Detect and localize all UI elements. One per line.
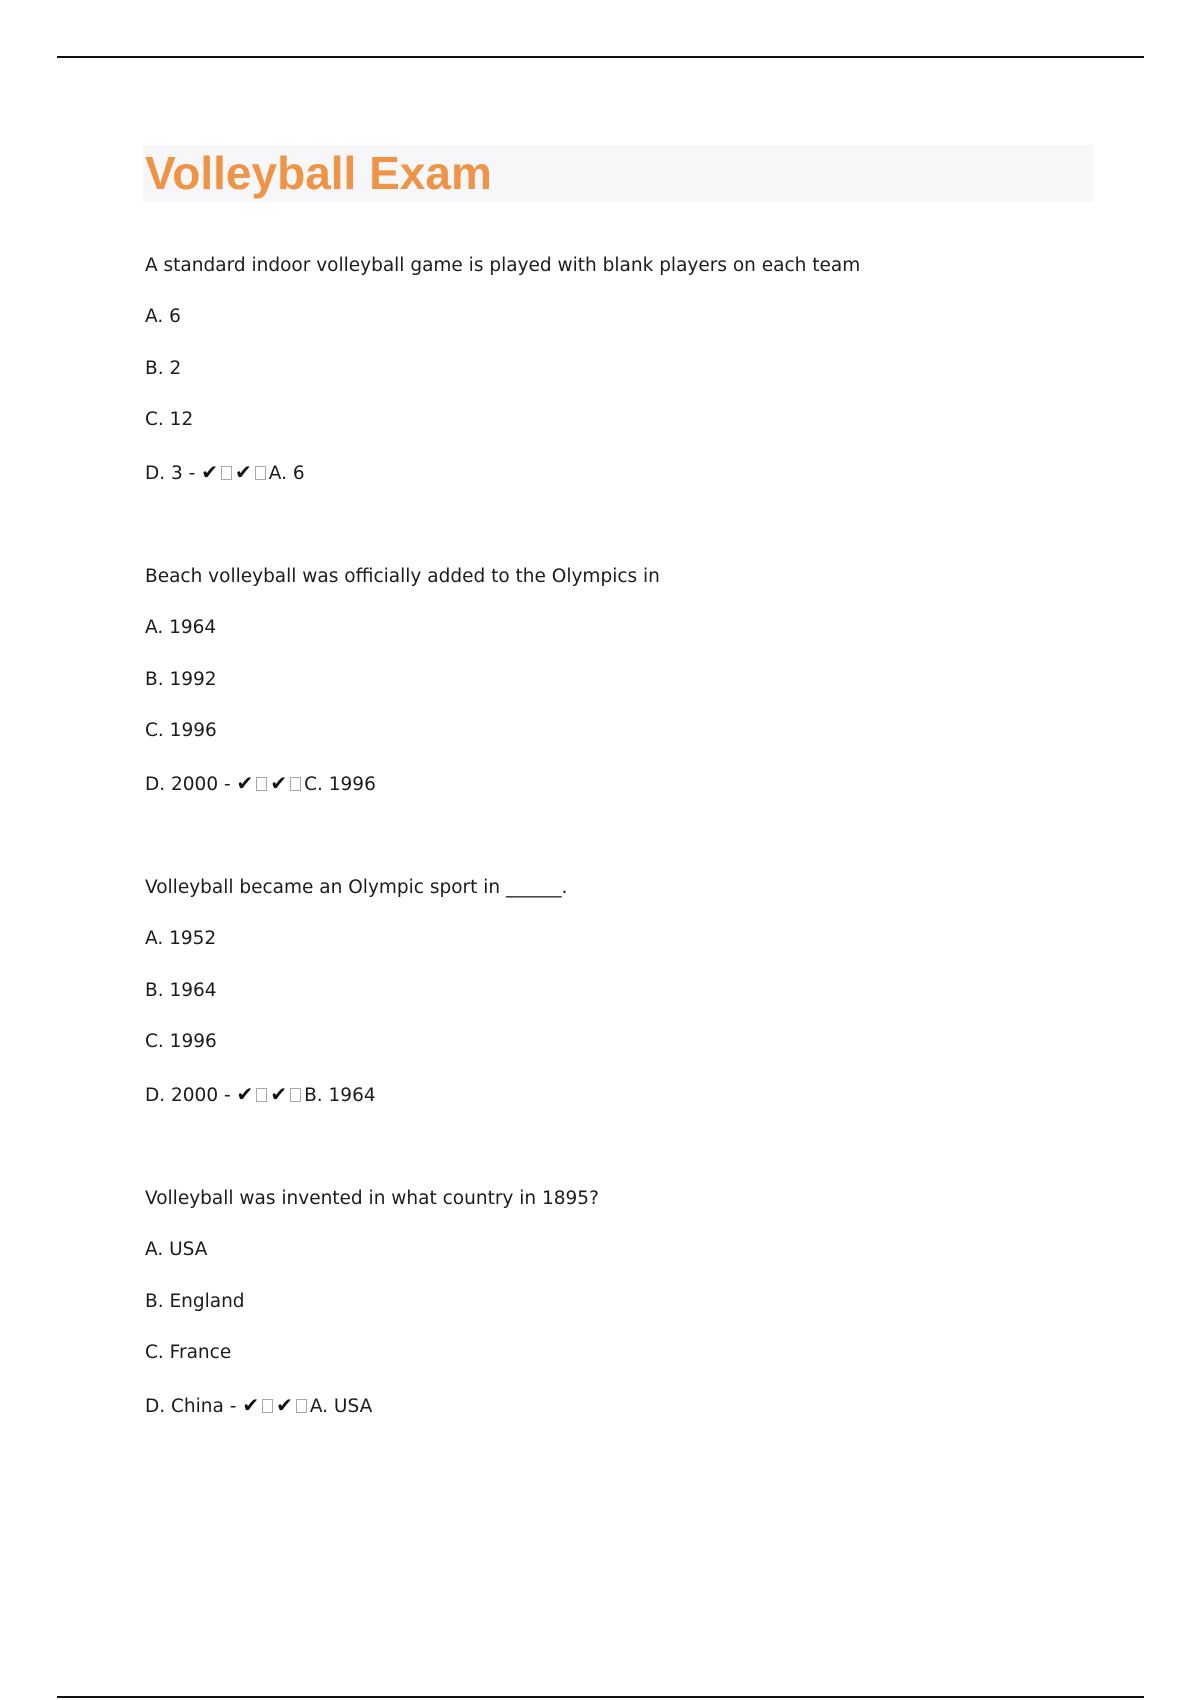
box-icon bbox=[256, 777, 267, 791]
option-d: D. 3 - bbox=[145, 462, 196, 484]
option-c: C. 12 bbox=[145, 409, 194, 430]
option-b: B. 1992 bbox=[145, 668, 217, 690]
answer-text: A. 6 bbox=[268, 462, 305, 484]
question-text: Volleyball was invented in what country in 1895? bbox=[145, 1188, 599, 1209]
option-b: B. 1964 bbox=[145, 979, 217, 1001]
box-icon bbox=[296, 1399, 307, 1413]
option-b: B. England bbox=[145, 1290, 245, 1312]
box-icon bbox=[290, 777, 301, 791]
check-icon: ✔ bbox=[236, 1081, 254, 1106]
option-c: C. France bbox=[145, 1342, 232, 1363]
check-icon: ✔ bbox=[270, 770, 288, 795]
check-icon: ✔ bbox=[276, 1392, 293, 1417]
option-d: D. 2000 - bbox=[145, 773, 231, 795]
option-d-with-answer bbox=[145, 1391, 1095, 1419]
check-icon: ✔ bbox=[201, 459, 218, 484]
option-d-with-answer bbox=[145, 769, 1095, 797]
box-icon bbox=[221, 466, 232, 480]
box-icon bbox=[255, 466, 266, 480]
question-list bbox=[145, 252, 1095, 1496]
option-a: A. 1952 bbox=[145, 928, 217, 949]
question-2 bbox=[145, 563, 1095, 874]
check-icon: ✔ bbox=[242, 1392, 260, 1417]
box-icon bbox=[262, 1399, 273, 1413]
option-d-with-answer bbox=[145, 1080, 1095, 1108]
option-a: A. USA bbox=[145, 1239, 208, 1260]
option-a: A. 1964 bbox=[145, 617, 217, 638]
box-icon bbox=[256, 1088, 267, 1102]
answer-text: A. USA bbox=[309, 1395, 373, 1417]
answer-text: B. 1964 bbox=[304, 1084, 376, 1106]
option-a: A. 6 bbox=[145, 306, 181, 327]
check-icon: ✔ bbox=[270, 1081, 288, 1106]
question-text: Volleyball became an Olympic sport in ______. bbox=[145, 877, 568, 898]
bottom-rule bbox=[57, 1696, 1144, 1698]
check-icon: ✔ bbox=[236, 770, 254, 795]
option-d: D. 2000 - bbox=[145, 1084, 231, 1106]
option-c: C. 1996 bbox=[145, 1031, 217, 1052]
box-icon bbox=[290, 1088, 301, 1102]
check-icon: ✔ bbox=[235, 459, 252, 484]
question-4 bbox=[145, 1185, 1095, 1496]
option-d-with-answer bbox=[145, 458, 1095, 486]
page-title: Volleyball Exam bbox=[145, 147, 492, 199]
option-b: B. 2 bbox=[145, 357, 182, 379]
option-d: D. China - bbox=[145, 1395, 237, 1417]
answer-text: C. 1996 bbox=[304, 773, 376, 795]
top-rule bbox=[57, 56, 1144, 58]
question-text: A standard indoor volleyball game is played with blank players on each team bbox=[145, 255, 861, 276]
question-3 bbox=[145, 874, 1095, 1185]
question-text: Beach volleyball was officially added to the Olympics in bbox=[145, 566, 660, 587]
option-c: C. 1996 bbox=[145, 720, 217, 741]
question-1 bbox=[145, 252, 1095, 563]
